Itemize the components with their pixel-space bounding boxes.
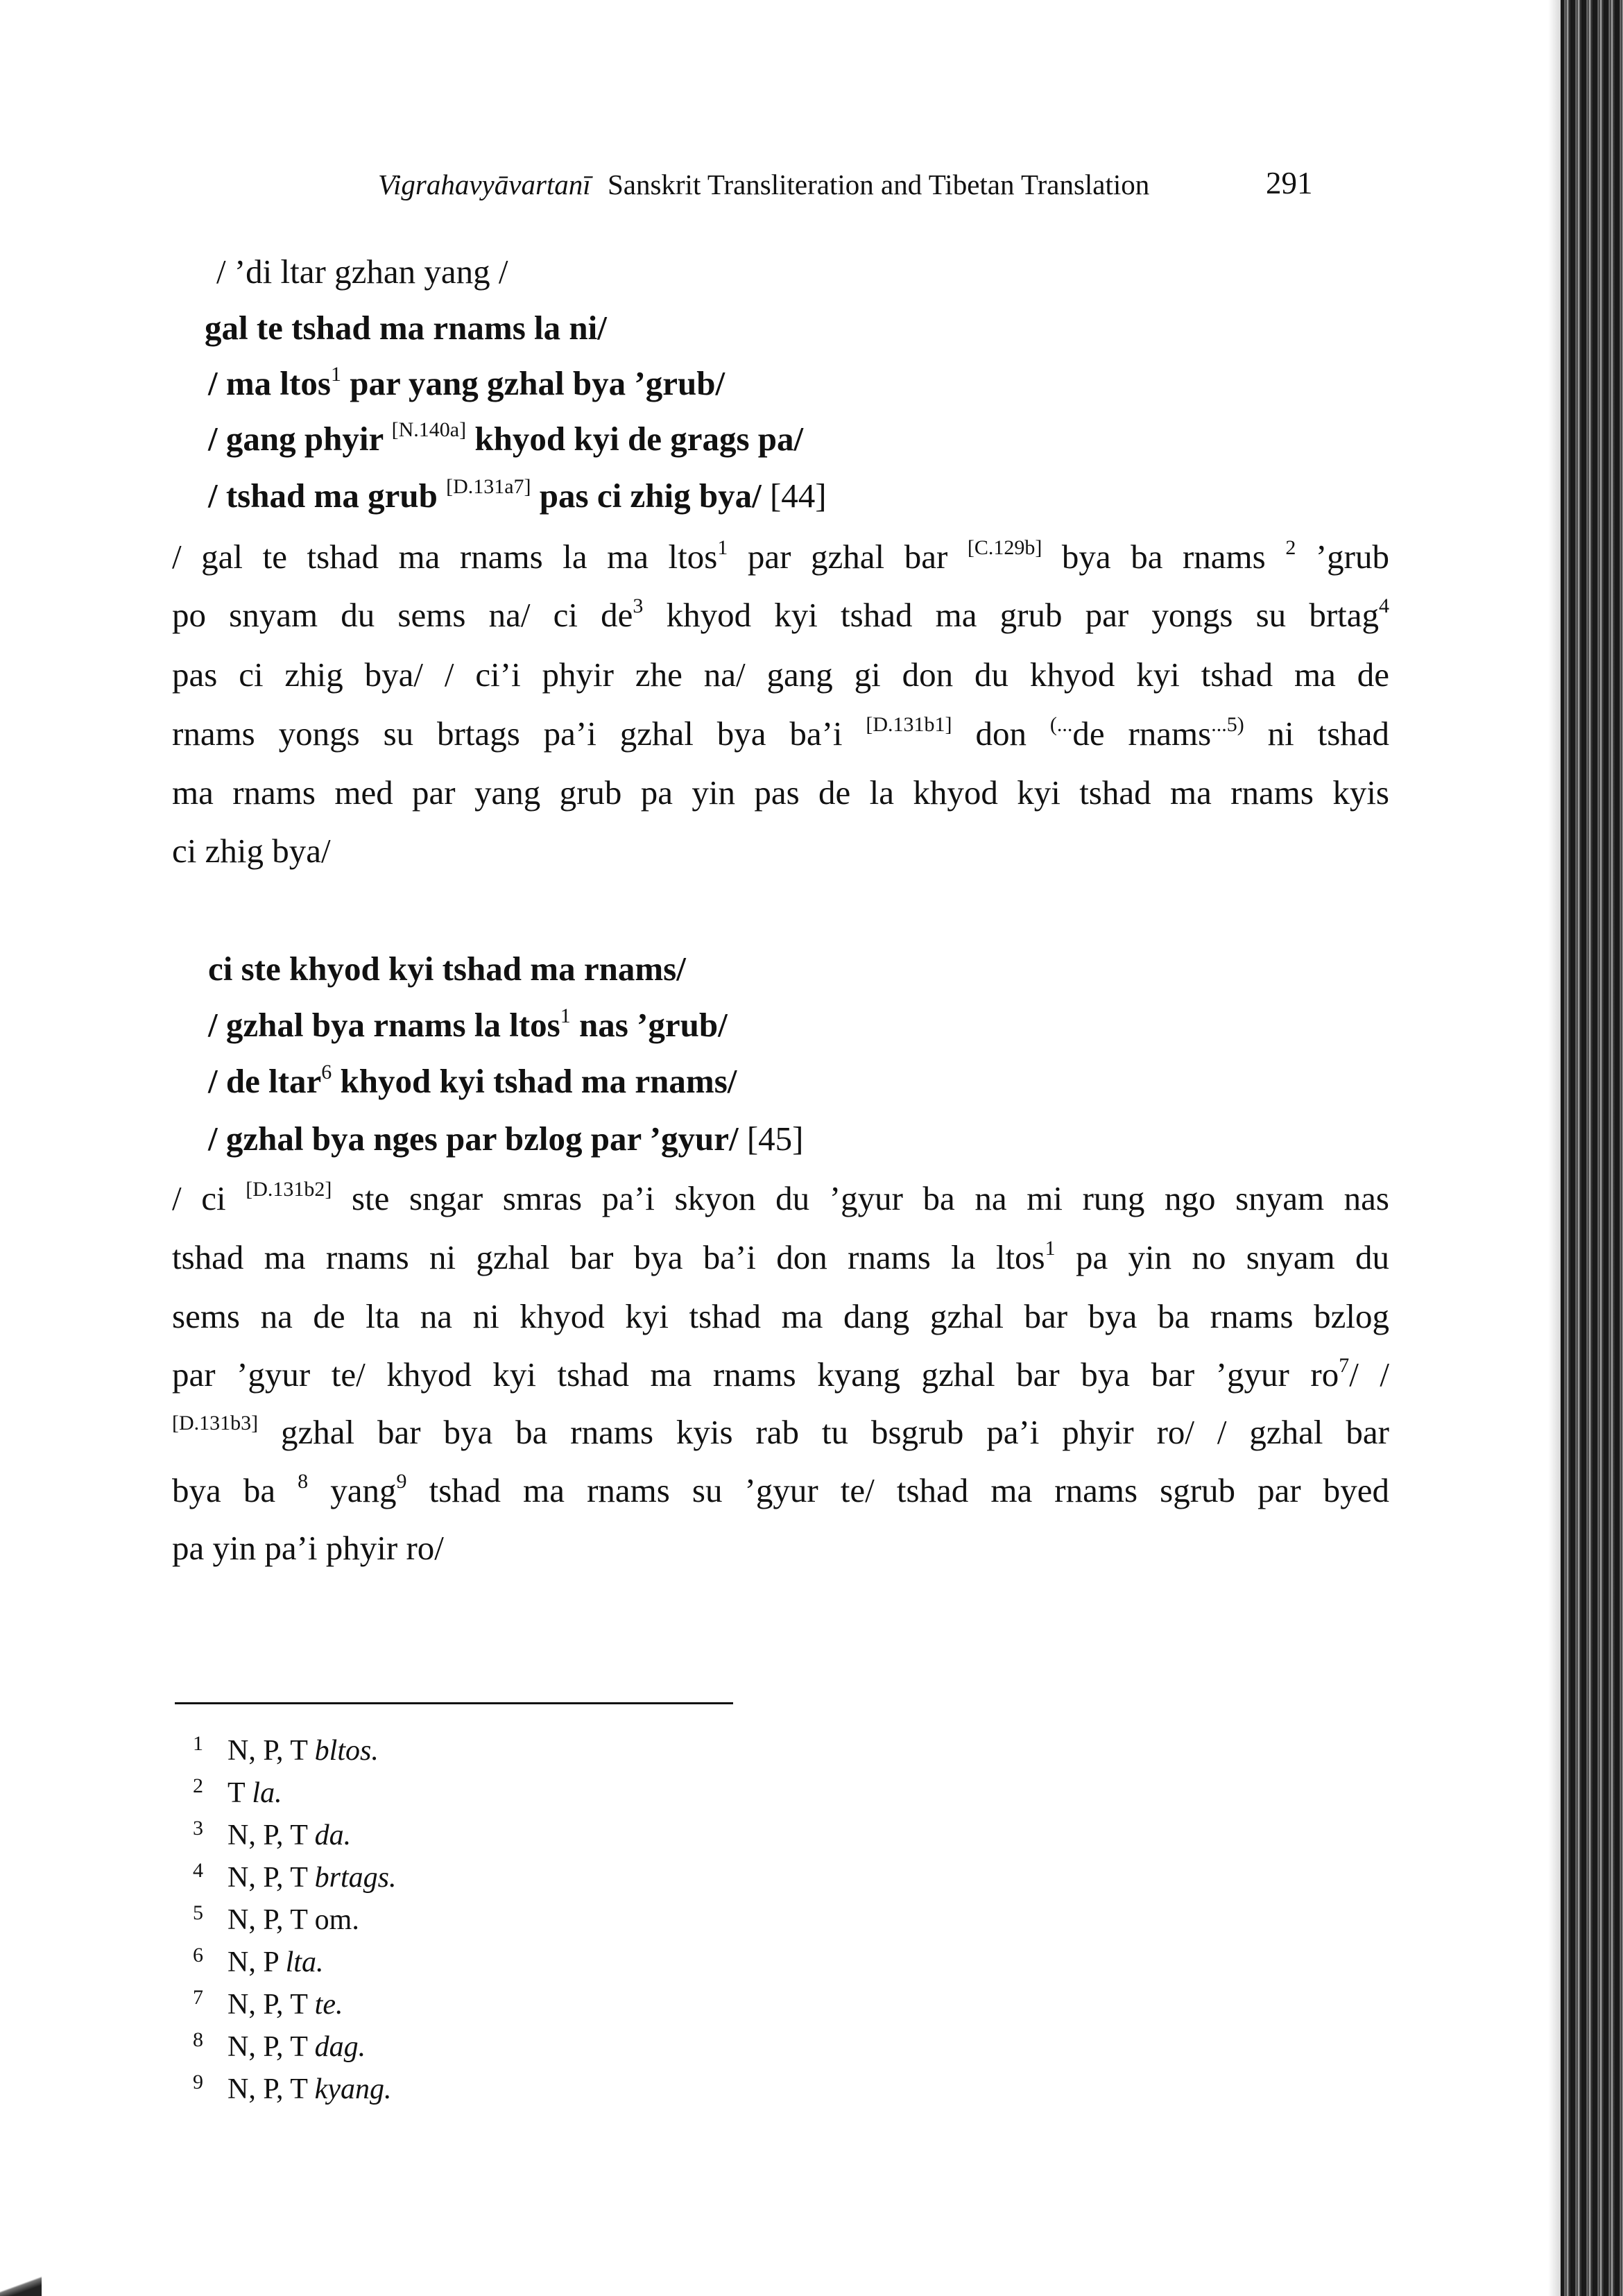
running-head-subtitle: Sanskrit Transliteration and Tibetan Translation bbox=[607, 169, 1150, 200]
footnote-ref: 1 bbox=[1045, 1237, 1056, 1260]
prose-text: par ’gyur te/ khyod kyi tshad ma rnams kyang gzhal bar bya bar ’gyur ro bbox=[172, 1355, 1339, 1394]
prose-text: yang bbox=[308, 1471, 397, 1509]
footnote-8 bbox=[193, 2028, 366, 2064]
footnote-ref: 4 bbox=[1379, 594, 1390, 617]
page-number: 291 bbox=[1266, 166, 1313, 200]
prose-text: ma rnams med par yang grub pa yin pas de la khyod kyi tshad ma rnams kyis bbox=[172, 773, 1389, 812]
prose-text: ste sngar smras pa’i skyon du ’gyur ba na mi rung ngo snyam nas bbox=[332, 1179, 1389, 1217]
prose-text: pa yin pa’i phyir ro/ bbox=[172, 1529, 444, 1567]
footnote-sigla: N, P, T bbox=[227, 1735, 308, 1767]
verse-number: [45] bbox=[738, 1120, 804, 1158]
verse-text: ci ste khyod kyi tshad ma rnams/ bbox=[208, 950, 686, 988]
footnote-number: 1 bbox=[193, 1732, 203, 1755]
commentary-1-line-6 bbox=[172, 834, 331, 868]
prose-text: ci zhig bya/ bbox=[172, 832, 331, 870]
footnote-sigla: N, P, T bbox=[227, 2031, 308, 2063]
footnote-sigla: N, P, T bbox=[227, 1819, 308, 1851]
scan-gutter-shadow bbox=[1548, 0, 1561, 2296]
scan-binding-gutter bbox=[1561, 0, 1623, 2296]
footnote-ref: 9 bbox=[396, 1470, 407, 1493]
prose-text: / ci bbox=[172, 1179, 246, 1217]
verse-text: / gzhal bya nges par bzlog par ’gyur/ bbox=[208, 1120, 739, 1158]
running-head-title: Vigrahavyāvartanī bbox=[378, 169, 591, 200]
verse-text: / tshad ma grub bbox=[208, 477, 447, 515]
commentary-1-line-5 bbox=[172, 773, 1389, 812]
footnote-reading: kyang. bbox=[314, 2073, 392, 2105]
verse-44-line-4 bbox=[208, 418, 804, 458]
footnote-ref: 8 bbox=[298, 1470, 309, 1493]
footnote-ref: 7 bbox=[1339, 1354, 1350, 1377]
footnote-3 bbox=[193, 1817, 351, 1852]
prose-text: bya ba rnams bbox=[1042, 538, 1286, 576]
footnote-ref: 1 bbox=[330, 363, 341, 386]
verse-text: / ma ltos bbox=[208, 364, 331, 402]
verse-text: / ’di ltar gzhan yang / bbox=[216, 252, 508, 291]
footnote-reading: te. bbox=[314, 1989, 343, 2021]
verse-number: [44] bbox=[761, 477, 827, 515]
footnote-9 bbox=[193, 2071, 391, 2106]
footnote-sigla: N, P, T bbox=[227, 1862, 308, 1894]
folio-marker: [N.140a] bbox=[391, 418, 467, 441]
prose-text: bya ba bbox=[172, 1471, 298, 1509]
prose-text: gzhal bar bya ba rnams kyis rab tu bsgrub pa’i phyir ro/ / gzhal bar bbox=[258, 1413, 1389, 1451]
prose-text: don bbox=[952, 714, 1050, 753]
footnote-number: 4 bbox=[193, 1859, 203, 1882]
footnote-reading: da. bbox=[314, 1819, 352, 1851]
footnote-ref: 1 bbox=[560, 1004, 571, 1027]
footnote-number: 5 bbox=[193, 1901, 203, 1924]
commentary-2-line-5 bbox=[172, 1412, 1389, 1451]
verse-text: par yang gzhal bya ’grub/ bbox=[341, 364, 725, 402]
footnote-1 bbox=[193, 1732, 379, 1767]
footnote-4 bbox=[193, 1859, 397, 1894]
footnote-reading: om. bbox=[314, 1904, 359, 1936]
verse-45-line-2 bbox=[208, 1004, 728, 1044]
prose-text: sems na de lta na ni khyod kyi tshad ma dang gzhal bar bya ba rnams bzlog bbox=[172, 1297, 1389, 1335]
verse-45-line-1 bbox=[208, 952, 686, 986]
footnote-reading: dag. bbox=[314, 2031, 366, 2063]
commentary-2-line-3 bbox=[172, 1299, 1389, 1333]
commentary-1-line-1 bbox=[172, 536, 1390, 576]
verse-text: pas ci zhig bya/ bbox=[531, 477, 762, 515]
prose-text: ’grub bbox=[1296, 538, 1390, 576]
verse-44-line-5 bbox=[208, 475, 827, 515]
verse-44-line-1 bbox=[216, 252, 508, 291]
folio-marker: [C.129b] bbox=[967, 536, 1042, 559]
footnote-reading: lta. bbox=[285, 1946, 324, 1978]
prose-text: par gzhal bar bbox=[728, 538, 968, 576]
footnote-reading: la. bbox=[252, 1777, 282, 1809]
footnote-2 bbox=[193, 1774, 282, 1810]
footnote-sigla: T bbox=[227, 1777, 245, 1809]
commentary-2-line-7 bbox=[172, 1531, 444, 1565]
commentary-1-line-4 bbox=[172, 713, 1390, 753]
lacuna-marker-open: (... bbox=[1049, 713, 1073, 736]
footnote-ref: 2 bbox=[1285, 536, 1296, 559]
folio-marker: [D.131b1] bbox=[866, 713, 952, 736]
verse-text: / gzhal bya rnams la ltos bbox=[208, 1006, 560, 1044]
footnote-reading: brtags. bbox=[314, 1862, 397, 1894]
lacuna-marker-close: ...5) bbox=[1211, 713, 1244, 736]
commentary-2-line-4 bbox=[172, 1354, 1389, 1394]
commentary-2-line-2 bbox=[172, 1237, 1390, 1276]
footnote-5 bbox=[193, 1901, 359, 1937]
prose-text: tshad ma rnams ni gzhal bar bya ba’i don rnams la ltos bbox=[172, 1238, 1045, 1276]
footnote-ref: 1 bbox=[717, 536, 728, 559]
footnote-reading: bltos. bbox=[314, 1735, 379, 1767]
verse-44-line-3 bbox=[208, 363, 725, 402]
verse-text: nas ’grub/ bbox=[570, 1006, 728, 1044]
folio-marker: [D.131a7] bbox=[446, 475, 531, 498]
footnote-ref: 3 bbox=[633, 594, 644, 617]
footnote-number: 3 bbox=[193, 1817, 203, 1840]
verse-45-line-3 bbox=[208, 1061, 737, 1100]
verse-text: / de ltar bbox=[208, 1062, 322, 1100]
footnote-number: 6 bbox=[193, 1944, 203, 1967]
prose-text: de rnams bbox=[1072, 714, 1212, 753]
footnote-7 bbox=[193, 1986, 343, 2021]
commentary-2-line-1 bbox=[172, 1178, 1389, 1217]
folio-marker: [D.131b2] bbox=[246, 1178, 332, 1201]
verse-45-line-4 bbox=[208, 1122, 803, 1156]
running-head bbox=[378, 168, 1321, 201]
footnote-rule bbox=[175, 1702, 733, 1704]
commentary-1-line-3 bbox=[172, 658, 1389, 692]
prose-text: rnams yongs su brtags pa’i gzhal bya ba’i bbox=[172, 714, 866, 753]
prose-text: pas ci zhig bya/ / ci’i phyir zhe na/ gang gi don du khyod kyi tshad ma de bbox=[172, 656, 1389, 694]
prose-text: po snyam du sems na/ ci de bbox=[172, 596, 633, 634]
footnote-number: 2 bbox=[193, 1774, 203, 1797]
scan-corner-artifact bbox=[0, 2275, 42, 2296]
prose-text: ni tshad bbox=[1244, 714, 1390, 753]
footnote-sigla: N, P, T bbox=[227, 1904, 308, 1936]
footnote-number: 8 bbox=[193, 2028, 203, 2051]
prose-text: khyod kyi tshad ma grub par yongs su brtag bbox=[643, 596, 1380, 634]
prose-text: / / bbox=[1349, 1355, 1389, 1394]
folio-marker: [D.131b3] bbox=[172, 1412, 259, 1434]
footnote-sigla: N, P, T bbox=[227, 2073, 308, 2105]
verse-text: gal te tshad ma rnams la ni/ bbox=[205, 309, 607, 347]
footnote-sigla: N, P bbox=[227, 1946, 279, 1978]
verse-44-line-2 bbox=[205, 311, 607, 345]
footnote-sigla: N, P, T bbox=[227, 1989, 308, 2021]
footnote-ref: 6 bbox=[321, 1061, 332, 1083]
footnote-6 bbox=[193, 1944, 323, 1979]
verse-text: khyod kyi de grags pa/ bbox=[466, 420, 804, 458]
commentary-1-line-2 bbox=[172, 594, 1390, 634]
prose-text: tshad ma rnams su ’gyur te/ tshad ma rnams sgrub par byed bbox=[406, 1471, 1390, 1509]
footnote-number: 9 bbox=[193, 2071, 203, 2093]
verse-text: khyod kyi tshad ma rnams/ bbox=[332, 1062, 737, 1100]
commentary-2-line-6 bbox=[172, 1470, 1390, 1509]
prose-text: pa yin no snyam du bbox=[1055, 1238, 1390, 1276]
verse-text: / gang phyir bbox=[208, 420, 392, 458]
prose-text: / gal te tshad ma rnams la ma ltos bbox=[172, 538, 718, 576]
footnote-number: 7 bbox=[193, 1986, 203, 2009]
